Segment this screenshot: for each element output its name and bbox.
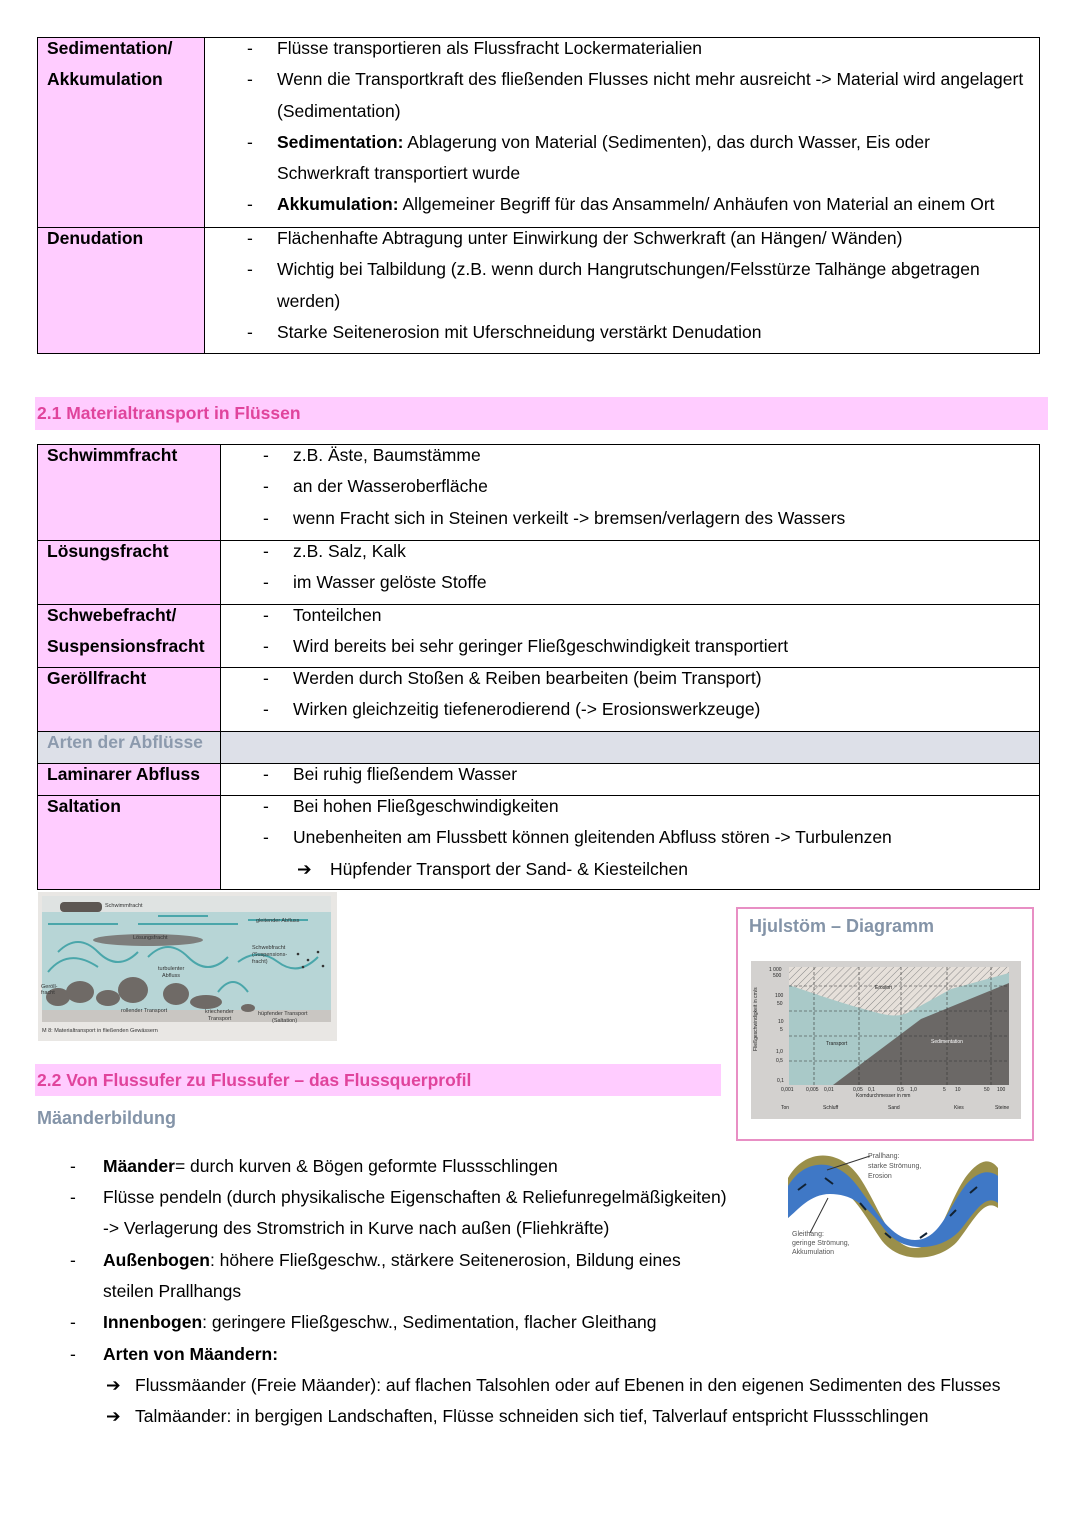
list-item bbox=[205, 33, 1039, 64]
item-text: Flächenhafte Abtragung unter Einwirkung der Schwerkraft (an Hängen/ Wänden) bbox=[277, 228, 903, 248]
list-item bbox=[221, 536, 1039, 567]
item-text: an der Wasseroberfläche bbox=[293, 476, 488, 497]
region-label: Transport bbox=[826, 1041, 848, 1047]
figure-label: Schwebfracht bbox=[252, 945, 286, 951]
term-cell bbox=[38, 541, 221, 604]
term-cell bbox=[38, 228, 205, 353]
term-label: Geröllfracht bbox=[47, 668, 147, 688]
term-label: Sedimentation/ bbox=[47, 38, 173, 58]
item-text: Starke Seitenerosion mit Uferschneidung verstärkt Denudation bbox=[277, 321, 762, 342]
hjulstroem-title: Hjulstöm – Diagramm bbox=[749, 916, 935, 936]
item-text: Tonteilchen bbox=[293, 605, 382, 625]
item-text: wenn Fracht sich in Steinen verkeilt -> bremsen/verlagern des Wassers bbox=[293, 507, 846, 528]
subheader-label: Arten der Abflüsse bbox=[47, 732, 203, 752]
x-tick: 100 bbox=[997, 1087, 1006, 1093]
term-label: Schwebefracht/ bbox=[47, 605, 177, 625]
y-tick: 0,5 bbox=[776, 1058, 783, 1064]
grain-class: Schluff bbox=[823, 1105, 839, 1111]
list-item bbox=[221, 694, 1039, 725]
y-tick: 100 bbox=[775, 993, 784, 999]
list-item bbox=[205, 189, 1039, 220]
list-item bbox=[205, 317, 1039, 348]
dash: - bbox=[263, 636, 269, 657]
definition-cell bbox=[221, 668, 1039, 731]
item-text: Flüsse transportieren als Flussfracht Lockermaterialien bbox=[277, 38, 703, 58]
x-tick: 1,0 bbox=[910, 1087, 917, 1093]
item-text: im Wasser gelöste Stoffe bbox=[293, 572, 487, 593]
grain-class: Kies bbox=[954, 1105, 964, 1111]
grain-class: Steine bbox=[995, 1105, 1010, 1111]
table-row bbox=[38, 795, 1039, 889]
list-item bbox=[205, 254, 1039, 317]
figure-label: Geröll- bbox=[41, 984, 58, 990]
grain-class: Ton bbox=[781, 1105, 790, 1111]
item-text: Allgemeiner Begriff für das Ansammeln/ Anhäufen von Material an einem Ort bbox=[398, 194, 995, 215]
figure-label: gleitender Abfluss bbox=[256, 918, 300, 924]
bullet-bold: Arten von Mäandern: bbox=[103, 1344, 279, 1364]
dash: - bbox=[247, 321, 253, 342]
definition-cell bbox=[221, 796, 1039, 889]
dash: - bbox=[247, 131, 253, 152]
hjulstroem-diagram bbox=[751, 961, 1021, 1119]
x-tick: 50 bbox=[984, 1087, 990, 1093]
bullet-text: Flüsse pendeln (durch physikalische Eigenschaften & Reliefunregelmäßigkeiten) bbox=[103, 1187, 727, 1207]
figure-label: kriechender bbox=[205, 1009, 234, 1015]
dash: - bbox=[247, 194, 253, 215]
bullet-bold: Mäander bbox=[103, 1156, 175, 1176]
arrow-text: Talmäander: in bergigen Landschaften, Flüsse schneiden sich tief, Talverlauf entspricht Flussschlingen bbox=[135, 1406, 929, 1426]
definition-cell bbox=[221, 445, 1039, 540]
list-item bbox=[221, 663, 1039, 694]
item-text: Unebenheiten am Flussbett können gleitenden Abfluss stören -> Turbulenzen bbox=[293, 827, 892, 848]
figure-label: fracht bbox=[41, 990, 55, 996]
meander-figure bbox=[780, 1148, 1035, 1270]
list-item bbox=[205, 223, 1039, 254]
arrow-icon: ➔ bbox=[297, 858, 312, 879]
x-axis-label: Korndurchmesser in mm bbox=[856, 1093, 911, 1099]
dash: - bbox=[263, 699, 269, 720]
item-text: Ablagerung von Material (Sedimenten), das durch Wasser, Eis oder Schwerkraft transportiert wurde bbox=[277, 131, 930, 184]
figure-label: Schwimmfracht bbox=[105, 903, 143, 909]
item-text: Wenn die Transportkraft des fließenden Flusses nicht mehr ausreicht -> Material wird angelagert (Sedimentation) bbox=[277, 69, 1024, 121]
arrow-icon: ➔ bbox=[106, 1375, 121, 1395]
arrow-icon: ➔ bbox=[106, 1406, 121, 1426]
item-text: Hüpfender Transport der Sand- & Kiesteilchen bbox=[330, 858, 688, 879]
table-row bbox=[38, 540, 1039, 604]
list-item bbox=[205, 64, 1039, 127]
gleithang-label: Akkumulation bbox=[792, 1249, 835, 1256]
item-bold: Akkumulation: bbox=[277, 194, 399, 215]
dash: - bbox=[247, 259, 253, 280]
table-row bbox=[38, 38, 1039, 227]
list-item bbox=[221, 854, 1039, 885]
x-tick: 0,5 bbox=[897, 1087, 904, 1093]
list-item bbox=[221, 631, 1039, 662]
bullet-text: = durch kurven & Bögen geformte Flussschlingen bbox=[174, 1156, 558, 1176]
definition-cell bbox=[221, 541, 1039, 604]
dash: - bbox=[70, 1312, 76, 1332]
term-label: Schwimmfracht bbox=[47, 445, 178, 465]
list-item bbox=[221, 440, 1039, 471]
x-tick: 0,01 bbox=[824, 1087, 834, 1093]
dash: - bbox=[247, 69, 253, 90]
gleithang-label: Gleithang: bbox=[792, 1231, 824, 1238]
prallhang-label: starke Strömung, bbox=[868, 1163, 922, 1170]
item-text: Wird bereits bei sehr geringer Fließgeschwindigkeit transportiert bbox=[293, 636, 789, 657]
erosion-terms-table bbox=[37, 37, 1040, 354]
bullet-text: : höhere Fließgeschw., stärkere Seitenerosion, Bildung eines bbox=[209, 1250, 681, 1270]
dash: - bbox=[70, 1250, 76, 1270]
y-tick: 50 bbox=[777, 1001, 783, 1007]
term-label: Suspensionsfracht bbox=[47, 636, 205, 657]
list-item bbox=[221, 759, 1039, 790]
table-row bbox=[38, 227, 1039, 353]
list-item bbox=[221, 471, 1039, 502]
term-label: Lösungsfracht bbox=[47, 541, 169, 561]
figure-label: turbulenter bbox=[158, 966, 185, 972]
dash: - bbox=[263, 827, 269, 848]
bullet-text: steilen Prallhangs bbox=[103, 1281, 242, 1301]
item-bold: Sedimentation: bbox=[277, 131, 404, 152]
dash: - bbox=[70, 1187, 76, 1207]
section-heading-2-1: 2.1 Materialtransport in Flüssen bbox=[35, 397, 1048, 430]
item-text: Bei ruhig fließendem Wasser bbox=[293, 764, 518, 784]
term-label: Saltation bbox=[47, 796, 121, 816]
prallhang-label: Erosion bbox=[868, 1173, 892, 1180]
dash: - bbox=[263, 668, 269, 688]
gleithang-label: geringe Strömung, bbox=[792, 1240, 850, 1247]
figure-label: Transport bbox=[208, 1016, 232, 1022]
definition-cell bbox=[221, 605, 1039, 667]
material-transport-figure bbox=[38, 892, 337, 1041]
x-tick: 0,05 bbox=[853, 1087, 863, 1093]
figure-label: rollender Transport bbox=[121, 1008, 168, 1014]
y-tick: 500 bbox=[773, 973, 782, 979]
term-cell bbox=[38, 38, 205, 227]
y-tick: 1,0 bbox=[776, 1049, 783, 1055]
y-axis-label: Fließgeschwindigkeit in cm/s bbox=[753, 987, 759, 1051]
section-heading-2-2: 2.2 Von Flussufer zu Flussufer – das Flussquerprofil bbox=[35, 1064, 721, 1096]
transport-table bbox=[37, 444, 1040, 890]
dash: - bbox=[70, 1344, 76, 1364]
y-tick: 1 000 bbox=[769, 967, 782, 973]
arrow-text: Flussmäander (Freie Mäander): auf flachen Talsohlen oder auf Ebenen in den eigenen Sedimenten des Flusses bbox=[135, 1375, 1001, 1395]
region-label: Erosion bbox=[875, 985, 892, 991]
dash: - bbox=[263, 541, 269, 561]
list-item bbox=[221, 600, 1039, 631]
item-text: z.B. Äste, Baumstämme bbox=[293, 445, 481, 465]
item-text: Wichtig bei Talbildung (z.B. wenn durch Hangrutschungen/Felsstürze Talhänge abgetragen werden) bbox=[277, 259, 980, 311]
subheading-maeanderbildung: Mäanderbildung bbox=[37, 1108, 176, 1128]
grain-class: Sand bbox=[888, 1105, 900, 1111]
term-cell bbox=[38, 796, 221, 889]
item-text: Werden durch Stoßen & Reiben bearbeiten (beim Transport) bbox=[293, 668, 762, 688]
y-tick: 5 bbox=[780, 1027, 783, 1033]
x-tick: 0,1 bbox=[868, 1087, 875, 1093]
list-item bbox=[221, 791, 1039, 822]
term-label: Akkumulation bbox=[47, 69, 163, 90]
x-tick: 5 bbox=[943, 1087, 946, 1093]
region-label: Sedimentation bbox=[931, 1039, 963, 1045]
figure-label: fracht) bbox=[252, 959, 268, 965]
list-item bbox=[205, 127, 1039, 190]
figure-label: hüpfender Transport bbox=[258, 1011, 308, 1017]
dash: - bbox=[263, 445, 269, 465]
list-item bbox=[221, 822, 1039, 853]
dash: - bbox=[263, 507, 269, 528]
table-row bbox=[38, 667, 1039, 731]
item-text: Wirken gleichzeitig tiefenerodierend (-> Erosionswerkzeuge) bbox=[293, 699, 761, 720]
dash: - bbox=[247, 228, 253, 248]
table-row bbox=[38, 445, 1039, 540]
dash: - bbox=[263, 605, 269, 625]
hjulstroem-box bbox=[736, 907, 1034, 1141]
term-cell bbox=[38, 668, 221, 731]
figure-caption: M 8: Materialtransport in fließenden Gewässern bbox=[42, 1028, 158, 1034]
figure-label: (Saltation) bbox=[272, 1018, 298, 1024]
x-tick: 0,005 bbox=[806, 1087, 819, 1093]
item-text: Bei hohen Fließgeschwindigkeiten bbox=[293, 796, 559, 816]
list-item bbox=[221, 567, 1039, 598]
dash: - bbox=[70, 1156, 76, 1176]
dash: - bbox=[263, 476, 269, 497]
definition-cell bbox=[205, 38, 1039, 227]
table-row bbox=[38, 604, 1039, 667]
bullet-bold: Außenbogen bbox=[103, 1250, 210, 1270]
y-tick: 10 bbox=[778, 1019, 784, 1025]
dash: - bbox=[263, 764, 269, 784]
dash: - bbox=[247, 38, 253, 58]
y-tick: 0,1 bbox=[777, 1078, 784, 1084]
definition-cell bbox=[205, 228, 1039, 353]
figure-label: (Suspensions- bbox=[252, 952, 288, 958]
term-cell bbox=[38, 445, 221, 540]
term-label: Laminarer Abfluss bbox=[47, 764, 201, 784]
x-tick: 0,001 bbox=[781, 1087, 794, 1093]
list-item bbox=[221, 503, 1039, 534]
dash: - bbox=[263, 796, 269, 816]
figure-label: Abfluss bbox=[162, 973, 181, 979]
prallhang-label: Prallhang: bbox=[868, 1153, 900, 1160]
dash: - bbox=[263, 572, 269, 593]
term-cell bbox=[38, 605, 221, 667]
bullet-text: : geringere Fließgeschw., Sedimentation, flacher Gleithang bbox=[202, 1312, 657, 1332]
term-label: Denudation bbox=[47, 228, 144, 248]
bullet-text: -> Verlagerung des Stromstrich in Kurve nach außen (Fliehkräfte) bbox=[103, 1218, 610, 1238]
bullet-bold: Innenbogen bbox=[103, 1312, 203, 1332]
x-tick: 10 bbox=[955, 1087, 961, 1093]
item-text: z.B. Salz, Kalk bbox=[293, 541, 406, 561]
figure-label: Lösungsfracht bbox=[133, 935, 168, 941]
